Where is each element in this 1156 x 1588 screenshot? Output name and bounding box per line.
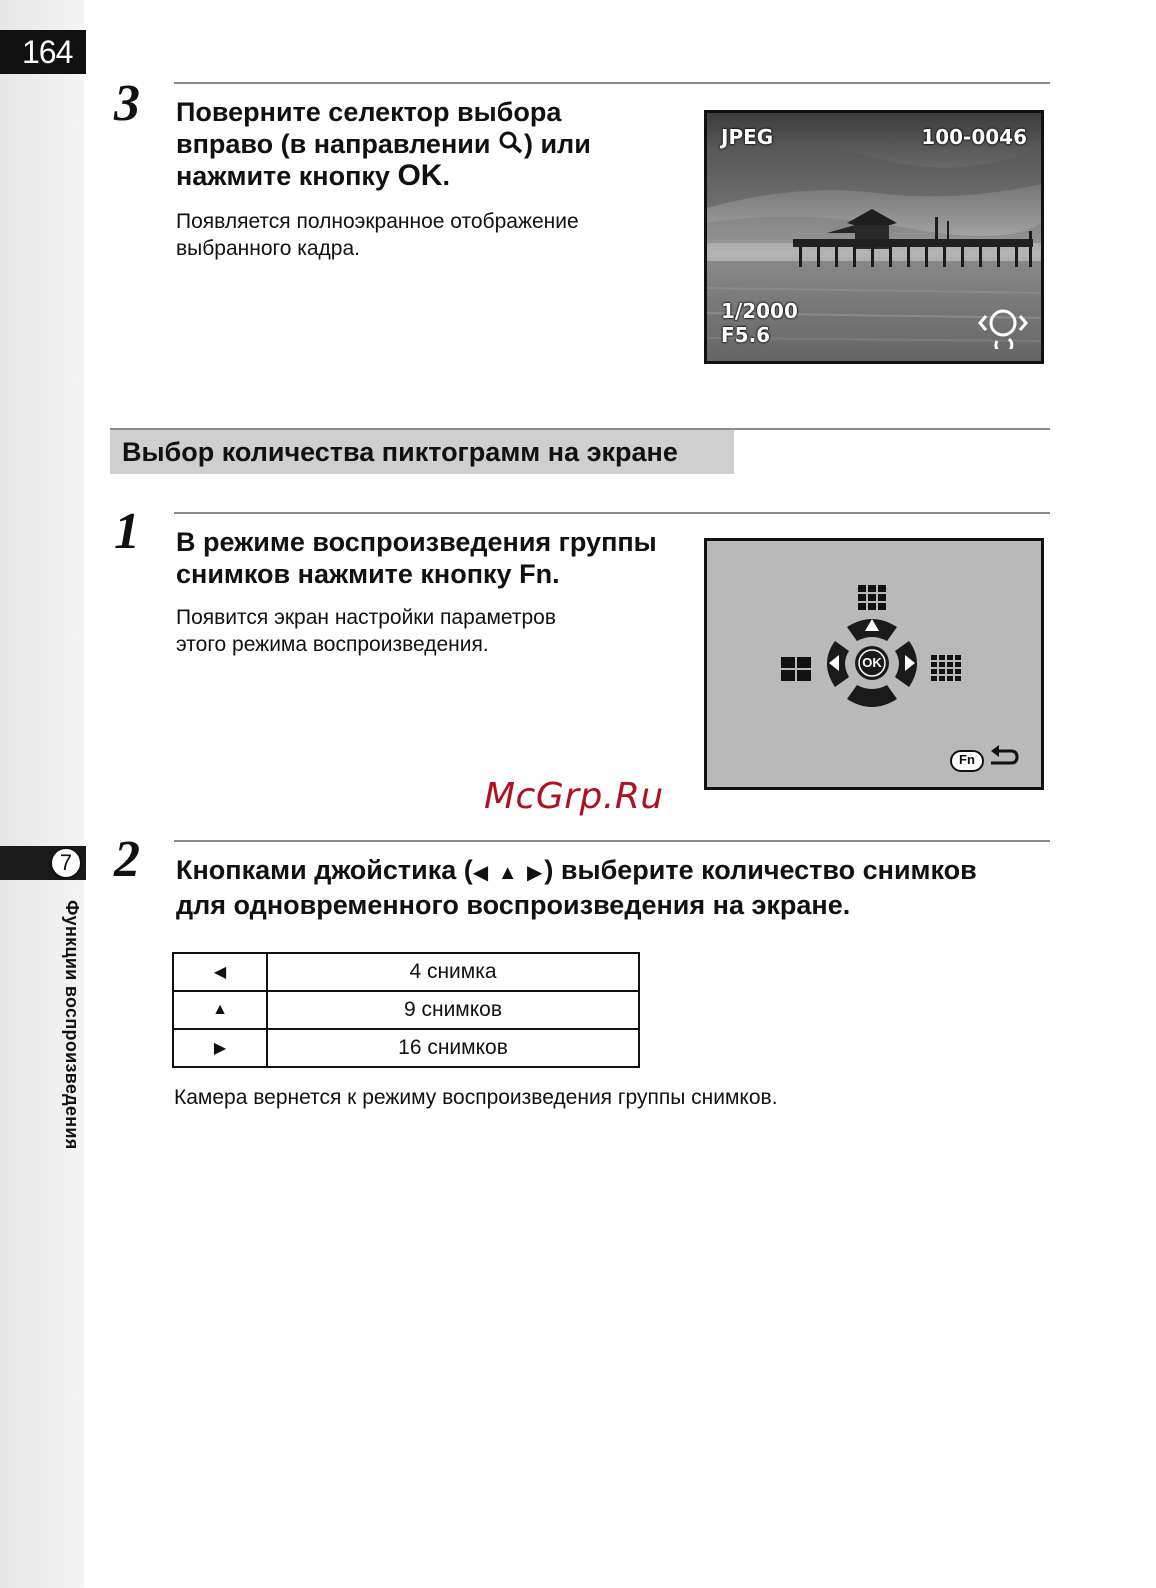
title-text: нажмите кнопку [176, 161, 398, 191]
table-row [173, 991, 639, 1029]
title-text: . [552, 559, 560, 589]
chapter-title: Функции воспроизведения [62, 900, 82, 1150]
lcd-shutter: 1/2000 [721, 299, 798, 323]
left-arrow-key: ◀ [173, 953, 267, 991]
lcd-fullscreen-preview [704, 110, 1044, 364]
right-arrow-key: ▶ [173, 1029, 267, 1067]
table-cell: 4 снимка [267, 953, 639, 991]
title-line [176, 160, 676, 192]
table-cell: 16 снимков [267, 1029, 639, 1067]
step-footer: Камера вернется к режиму воспроизведения группы снимков. [174, 1086, 778, 1109]
step-number: 2 [114, 831, 140, 888]
chapter-number: 7 [50, 847, 82, 879]
grid-4-icon [781, 657, 811, 681]
step-title [176, 854, 1056, 921]
step-number: 1 [114, 503, 140, 560]
title-line: В режиме воспроизведения группы [176, 527, 657, 557]
lcd-aperture: F5.6 [721, 323, 771, 347]
title-text: снимков нажмите кнопку [176, 559, 520, 589]
title-line [176, 558, 696, 590]
grid-9-icon [858, 585, 886, 610]
body-line: выбранного кадра. [176, 237, 360, 260]
thumbnail-count-table [172, 952, 640, 1068]
lcd-file-number: 100-0046 [921, 125, 1027, 149]
fn-label: Fn [519, 559, 553, 589]
body-line: этого режима воспроизведения. [176, 633, 489, 656]
body-line: Появится экран настройки параметров [176, 606, 557, 629]
title-line: Поверните селектор выбора [176, 97, 562, 127]
dial-icon [977, 301, 1029, 349]
ok-label: OK [397, 159, 443, 192]
lcd-thumbnail-setting [704, 538, 1044, 790]
section-title: Выбор количества пиктограмм на экране [110, 430, 734, 474]
page-number: 164 [0, 30, 86, 74]
table-row [173, 1029, 639, 1067]
grid-16-icon [931, 655, 961, 681]
fn-button-label: Fn [959, 752, 975, 767]
body-line: Появляется полноэкранное отображение [176, 210, 579, 233]
step-body [176, 208, 676, 262]
magnify-icon [498, 130, 524, 156]
table-cell: 9 снимков [267, 991, 639, 1029]
step-title [176, 526, 696, 590]
title-line [176, 128, 676, 160]
title-line: для одновременного воспроизведения на экране. [176, 890, 851, 920]
title-text: . [442, 161, 450, 191]
step-body [176, 604, 676, 658]
arrow-keys-icon: ◀ ▲ ▶ [472, 862, 545, 884]
title-line [176, 854, 1056, 889]
rule [174, 512, 1050, 514]
side-strip [0, 0, 84, 1588]
step-title [176, 96, 676, 192]
title-text: ) выберите количество снимков [544, 855, 977, 885]
ok-button-label: OK [862, 655, 882, 670]
title-text: Кнопками джойстика ( [176, 855, 473, 885]
watermark: McGrp.Ru [484, 776, 664, 817]
title-text: ) или [523, 129, 591, 159]
table-row [173, 953, 639, 991]
rule [174, 82, 1050, 84]
step-number: 3 [114, 75, 140, 132]
up-arrow-key: ▲ [173, 991, 267, 1029]
rule [174, 840, 1050, 842]
lcd-format: JPEG [721, 125, 774, 149]
title-text: вправо (в направлении [176, 129, 498, 159]
